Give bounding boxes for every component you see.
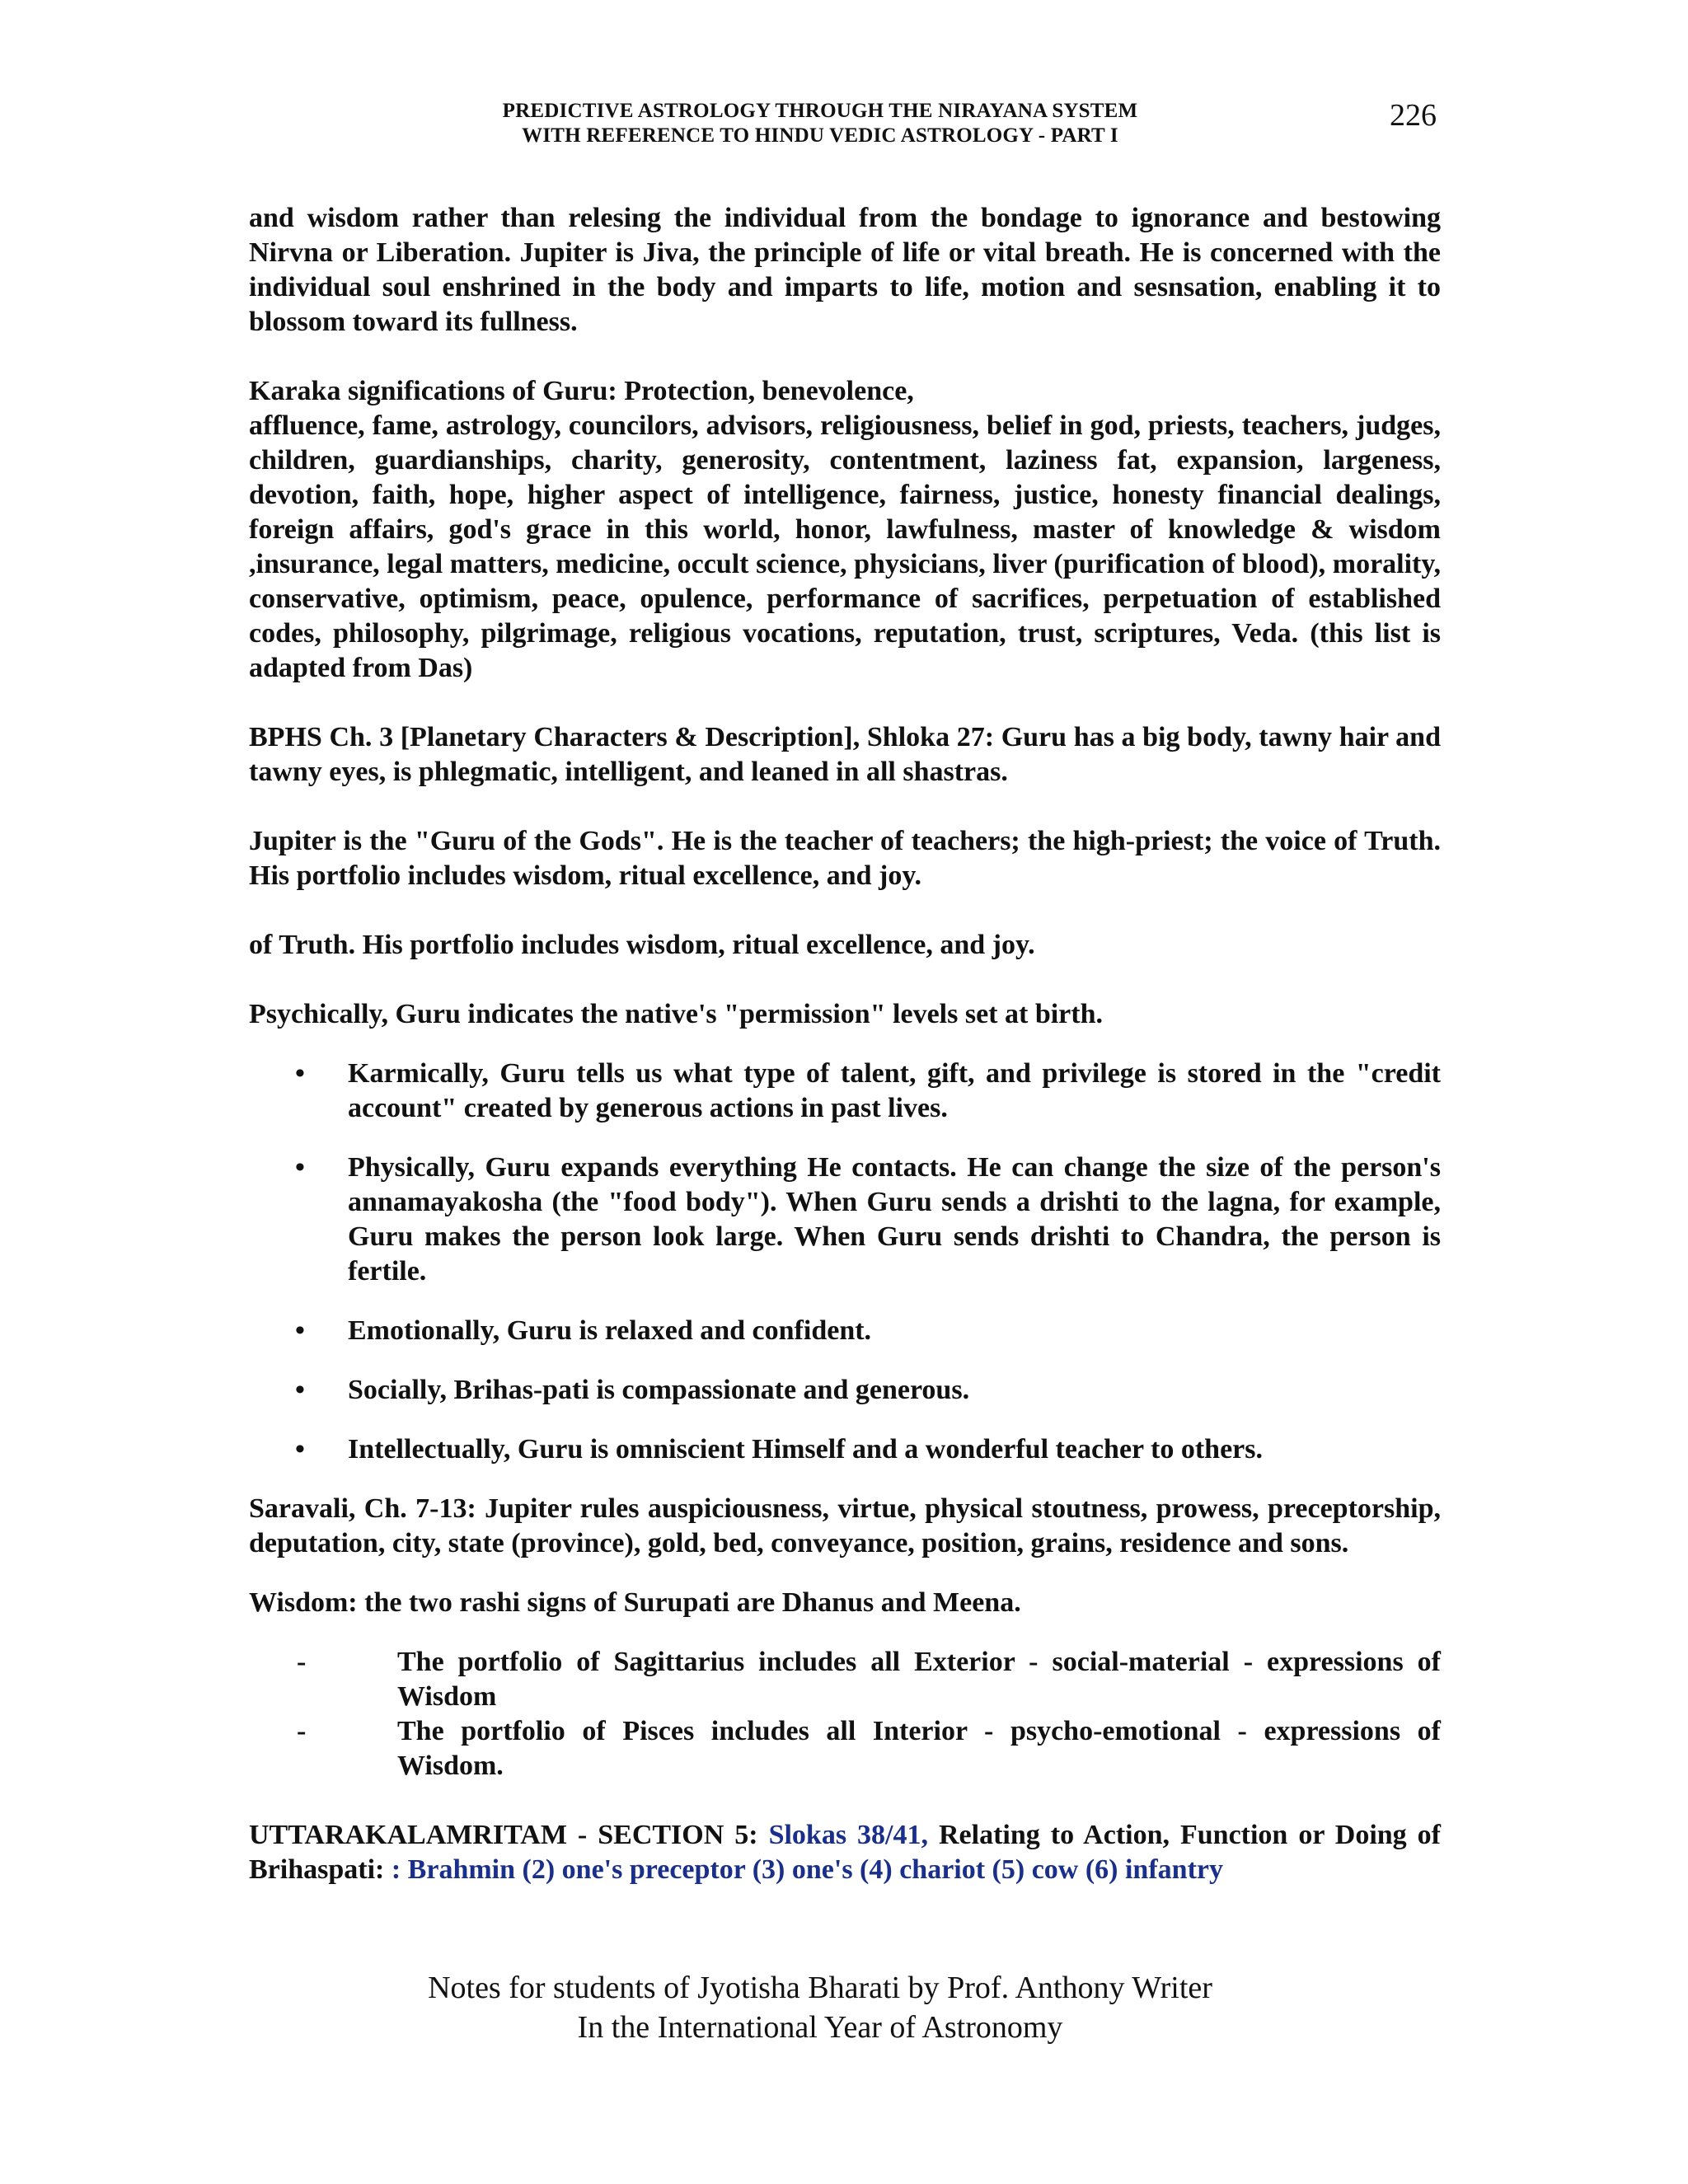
paragraph-wisdom: Wisdom: the two rashi signs of Surupati are Dhanus and Meena.: [249, 1587, 1021, 1618]
list-item: [249, 1645, 1441, 1714]
bullet-icon: •: [295, 1315, 305, 1346]
dash-marker: -: [297, 1716, 307, 1746]
bullet-icon: •: [295, 1152, 305, 1183]
uttara-list: : Brahmin (2) one's preceptor (3) one's (4) chariot (5) cow (6) infantry: [391, 1854, 1223, 1885]
list-item-text: Physically, Guru expands everything He contacts. He can change the size of the person's annamayakosha (the "food body"). When Guru sends a drishti to the lagna, for example, Guru makes the person look large. When Guru sends drishti to Chandra, the person is fertile.: [348, 1152, 1441, 1286]
header-line-2: WITH REFERENCE TO HINDU VEDIC ASTROLOGY - PART I: [522, 124, 1118, 147]
list-item-text: Emotionally, Guru is relaxed and confident.: [348, 1315, 872, 1346]
list-item-text: The portfolio of Pisces includes all Interior - psycho-emotional - expressions of Wisdom.: [397, 1716, 1441, 1781]
footer-line-1: Notes for students of Jyotisha Bharati by Prof. Anthony Writer: [428, 1971, 1212, 2005]
bullet-icon: •: [295, 1058, 305, 1089]
guru-bullet-list: [249, 1057, 1441, 1467]
list-item-text: Intellectually, Guru is omniscient Himself and a wonderful teacher to others.: [348, 1434, 1263, 1465]
page-body: [249, 201, 1441, 1887]
list-item-text: Socially, Brihas-pati is compassionate and generous.: [348, 1375, 970, 1405]
bullet-icon: •: [295, 1434, 305, 1465]
list-item: [249, 1151, 1441, 1289]
paragraph-saravali: Saravali, Ch. 7-13: Jupiter rules auspiciousness, virtue, physical stoutness, prowess, preceptorship, deputation, city, state (province), gold, bed, conveyance, position, grains, residence and sons.: [249, 1493, 1441, 1558]
list-item: [249, 1057, 1441, 1126]
list-item: [249, 1373, 1441, 1408]
karaka-intro: Karaka significations of Guru: Protection, benevolence,: [249, 376, 914, 406]
page-footer: [0, 1968, 1640, 2047]
paragraph-uttarakalamritam: [249, 1818, 1441, 1887]
bullet-icon: •: [295, 1375, 305, 1405]
footer-line-2: In the International Year of Astronomy: [577, 2010, 1063, 2045]
karaka-list: affluence, fame, astrology, councilors, advisors, religiousness, belief in god, priests, teachers, judges, children, guardianships, charity, generosity, contentment, laziness fat, expansion, largeness, devotion, faith, hope, higher aspect of intelligence, fairness, justice, honesty financial dealings, foreign affairs, god's grace in this world, honor, lawfulness, master of knowledge & wisdom ,insurance, legal matters, medicine, occult science, physicians, liver (purification of blood), morality, conservative, optimism, peace, opulence, performance of sacrifices, perpetuation of established codes, philosophy, pilgrimage, religious vocations, reputation, trust, scriptures, Veda. (this list is adapted from Das): [249, 410, 1441, 683]
paragraph-guru-of-gods: Jupiter is the "Guru of the Gods". He is the teacher of teachers; the high-priest; the voice of Truth. His portfolio includes wisdom, ritual excellence, and joy.: [249, 826, 1441, 891]
dash-marker: -: [297, 1647, 307, 1677]
header-line-1: PREDICTIVE ASTROLOGY THROUGH THE NIRAYANA SYSTEM: [502, 100, 1138, 122]
uttara-slokas: Slokas 38/41,: [768, 1820, 929, 1850]
list-item-text: The portfolio of Sagittarius includes all Exterior - social-material - expressions of Wisdom: [397, 1647, 1441, 1712]
page-number: 226: [1390, 98, 1437, 133]
paragraph-of-truth: of Truth. His portfolio includes wisdom, ritual excellence, and joy.: [249, 930, 1035, 960]
uttara-relating: Relating to Action, Function or Doing of Brihaspati:: [249, 1820, 1441, 1885]
list-item-text: Karmically, Guru tells us what type of talent, gift, and privilege is stored in the "credit account" created by generous actions in past lives.: [348, 1058, 1441, 1123]
paragraph-psychically: Psychically, Guru indicates the native's "permission" levels set at birth.: [249, 999, 1104, 1029]
list-item: [249, 1714, 1441, 1783]
paragraph-jupiter-jiva: and wisdom rather than relesing the individual from the bondage to ignorance and bestowing Nirvna or Liberation. Jupiter is Jiva, the principle of life or vital breath. He is concerned with the individual soul enshrined in the body and imparts to life, motion and sesnsation, enabling it to blossom toward its fullness.: [249, 203, 1441, 337]
uttara-heading: UTTARAKALAMRITAM - SECTION 5:: [249, 1820, 769, 1850]
portfolio-dash-list: [249, 1645, 1441, 1783]
list-item: [249, 1432, 1441, 1467]
list-item: [249, 1314, 1441, 1348]
paragraph-bphs: BPHS Ch. 3 [Planetary Characters & Description], Shloka 27: Guru has a big body, tawny hair and tawny eyes, is phlegmatic, intelligent, and leaned in all shastras.: [249, 722, 1441, 787]
